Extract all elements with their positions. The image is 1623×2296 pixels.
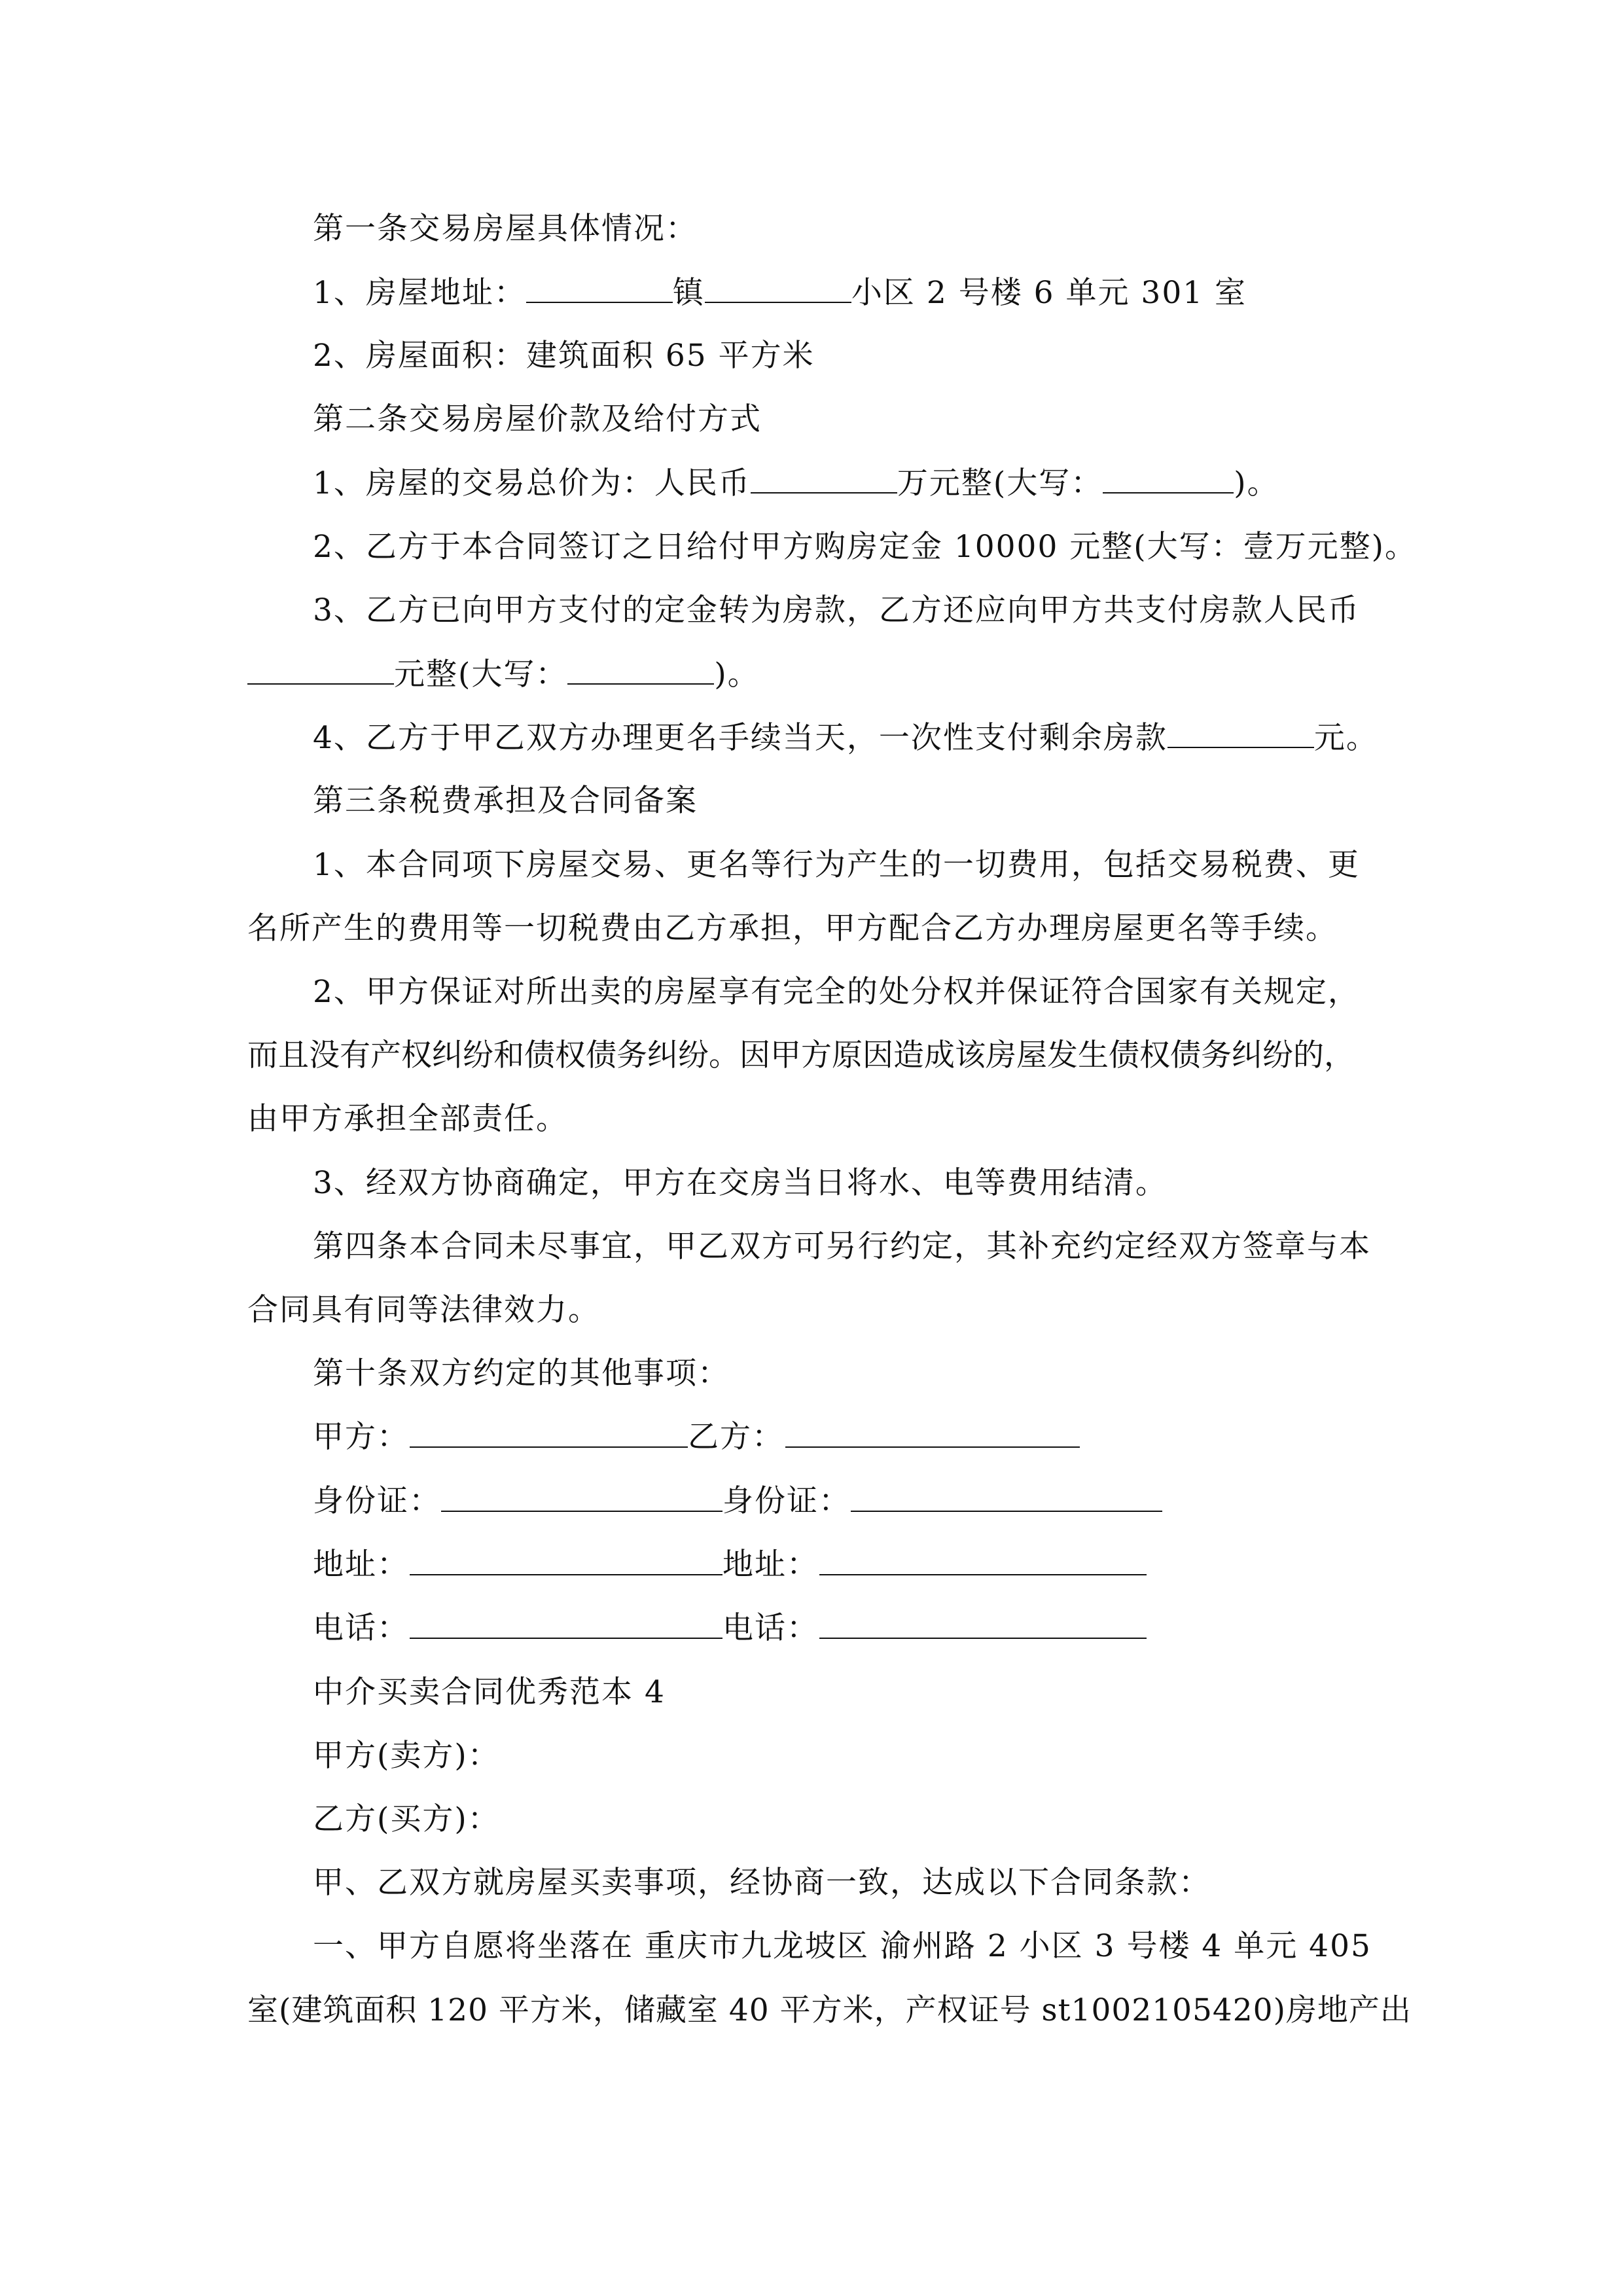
article-1-title: 第一条交易房屋具体情况： — [313, 211, 698, 247]
phone-a-label: 电话： — [313, 1610, 409, 1646]
address-b-blank[interactable] — [819, 1574, 1147, 1575]
article-4-line-1: 第四条本合同未尽事宜，甲乙双方可另行约定，其补充约定经双方签章与本 — [313, 1229, 1371, 1265]
template-4-seller: 甲方(卖方)： — [313, 1738, 500, 1774]
signature-row-phone — [313, 1609, 1623, 1648]
remaining-amount-suffix: )。 — [714, 656, 760, 692]
article-3-item-2-line-1: 2、甲方保证对所出卖的房屋享有完全的处分权并保证符合国家有关规定， — [313, 974, 1360, 1010]
party-a-blank[interactable] — [410, 1446, 688, 1448]
id-a-blank[interactable] — [441, 1511, 722, 1512]
party-b-label: 乙方： — [688, 1419, 784, 1455]
article-2-title: 第二条交易房屋价款及给付方式 — [313, 401, 762, 437]
party-b-blank[interactable] — [785, 1446, 1080, 1448]
phone-a-blank[interactable] — [410, 1638, 722, 1639]
article-2-item-1 — [313, 463, 1623, 503]
remaining-amount-capital-blank[interactable] — [567, 655, 714, 685]
article-3-item-3: 3、经双方协商确定，甲方在交房当日将水、电等费用结清。 — [313, 1165, 1168, 1201]
article-3-item-1-line-1: 1、本合同项下房屋交易、更名等行为产生的一切费用，包括交易税费、更 — [313, 847, 1360, 883]
balance-label: 4、乙方于甲乙双方办理更名手续当天，一次性支付剩余房款 — [313, 720, 1168, 756]
article-2-item-3-line-2 — [247, 655, 1623, 694]
article-3-title: 第三条税费承担及合同备案 — [313, 783, 698, 819]
signature-row-id — [313, 1482, 1623, 1521]
article-3-item-2-line-2: 而且没有产权纠纷和债权债务纠纷。因甲方原因造成该房屋发生债权债务纠纷的， — [247, 1037, 1355, 1073]
template-4-clause-1-line-1: 一、甲方自愿将坐落在 重庆市九龙坡区 渝州路 2 小区 3 号楼 4 单元 405 — [313, 1928, 1372, 1964]
total-price-blank[interactable] — [751, 463, 897, 493]
template-4-clause-1-line-2: 室(建筑面积 120 平方米，储藏室 40 平方米，产权证号 st1002105420)房地产出 — [247, 1992, 1412, 2028]
article-4-line-2: 合同具有同等法律效力。 — [247, 1292, 600, 1328]
address-label: 1、房屋地址： — [313, 275, 526, 311]
id-a-label: 身份证： — [313, 1483, 441, 1519]
article-1-item-2: 2、房屋面积：建筑面积 65 平方米 — [313, 338, 815, 374]
community-blank[interactable] — [705, 273, 851, 303]
town-blank[interactable] — [526, 273, 673, 303]
total-price-mid: 万元整(大写： — [897, 465, 1103, 501]
balance-suffix: 元。 — [1313, 720, 1378, 756]
article-2-item-2: 2、乙方于本合同签订之日给付甲方购房定金 10000 元整(大写：壹万元整)。 — [313, 529, 1417, 565]
signature-row-party — [313, 1418, 1623, 1457]
article-2-item-3-line-1: 3、乙方已向甲方支付的定金转为房款，乙方还应向甲方共支付房款人民币 — [313, 592, 1360, 628]
address-b-label: 地址： — [722, 1547, 819, 1583]
address-rest: 小区 2 号楼 6 单元 301 室 — [851, 275, 1247, 311]
article-3-item-1-line-2: 名所产生的费用等一切税费由乙方承担，甲方配合乙方办理房屋更名等手续。 — [247, 910, 1338, 946]
total-price-capital-blank[interactable] — [1103, 463, 1234, 493]
article-2-item-4 — [313, 718, 1623, 757]
remaining-amount-mid: 元整(大写： — [394, 656, 568, 692]
phone-b-blank[interactable] — [819, 1638, 1147, 1639]
template-4-title: 中介买卖合同优秀范本 4 — [313, 1674, 666, 1710]
article-3-item-2-line-3: 由甲方承担全部责任。 — [247, 1101, 568, 1137]
total-price-label: 1、房屋的交易总价为：人民币 — [313, 465, 751, 501]
party-a-label: 甲方： — [313, 1419, 409, 1455]
id-b-label: 身份证： — [722, 1483, 851, 1519]
article-1-item-1 — [313, 273, 1623, 312]
remaining-amount-blank[interactable] — [247, 655, 394, 685]
id-b-blank[interactable] — [851, 1511, 1162, 1512]
signature-row-address — [313, 1545, 1623, 1585]
phone-b-label: 电话： — [722, 1610, 819, 1646]
balance-blank[interactable] — [1168, 718, 1314, 748]
address-a-label: 地址： — [313, 1547, 409, 1583]
address-a-blank[interactable] — [410, 1574, 722, 1575]
article-10-title: 第十条双方约定的其他事项： — [313, 1355, 730, 1391]
town-label: 镇 — [672, 275, 705, 311]
template-4-intro: 甲、乙双方就房屋买卖事项，经协商一致，达成以下合同条款： — [313, 1865, 1211, 1901]
template-4-buyer: 乙方(买方)： — [313, 1801, 500, 1837]
total-price-suffix: )。 — [1234, 465, 1279, 501]
